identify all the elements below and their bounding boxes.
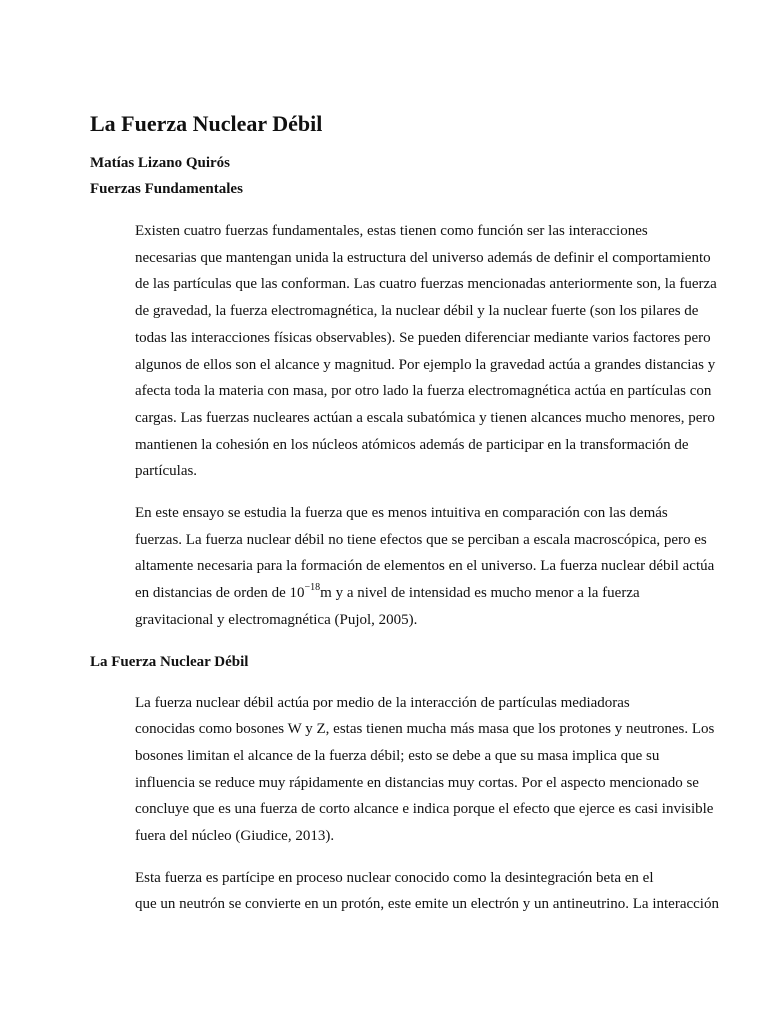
paragraph-line: de las partículas que las conforman. Las cuatro fuerzas mencionadas anteriormente son, la fuerza bbox=[135, 276, 717, 293]
paragraph-fuerzas-fundamentales bbox=[90, 218, 717, 485]
paragraph-line: concluye que es una fuerza de corto alcance e indica porque el efecto que ejerce es casi invisible bbox=[135, 801, 714, 818]
paragraph-line: algunos de ellos son el alcance y magnitud. Por ejemplo la gravedad actúa a grandes distancias y bbox=[135, 356, 716, 373]
paragraph-bosones bbox=[90, 690, 715, 850]
paragraph-line-with-exponent bbox=[90, 580, 680, 607]
paragraph-line: En este ensayo se estudia la fuerza que es menos intuitiva en comparación con las demás bbox=[135, 505, 668, 522]
paragraph-line: que un neutrón se convierte en un protón, este emite un electrón y un antineutrino. La interacción bbox=[135, 896, 719, 913]
paragraph-line: bosones limitan el alcance de la fuerza débil; esto se debe a que su masa implica que su bbox=[135, 747, 660, 764]
paragraph-ensayo bbox=[90, 500, 715, 634]
paragraph-line: influencia se reduce muy rápidamente en distancias muy cortas. Por el aspecto mencionado se bbox=[135, 774, 699, 791]
paragraph-line: necesarias que mantengan unida la estructura del universo además de definir el comportamiento bbox=[135, 249, 711, 266]
section-heading-fuerza-nuclear-debil: La Fuerza Nuclear Débil bbox=[90, 653, 249, 670]
paragraph-line: todas las interacciones físicas observables). Se pueden diferenciar mediante varios factores pero bbox=[135, 329, 711, 346]
paragraph-line: La fuerza nuclear débil actúa por medio de la interacción de partículas mediadoras bbox=[135, 694, 630, 711]
paragraph-line: gravitacional y electromagnética (Pujol, 2005). bbox=[135, 611, 418, 628]
paragraph-desintegracion-beta bbox=[90, 865, 719, 918]
paragraph-line: afecta toda la materia con masa, por otro lado la fuerza electromagnética actúa en partículas con bbox=[135, 383, 712, 400]
document-body bbox=[90, 108, 719, 933]
paragraph-line: cargas. Las fuerzas nucleares actúan a escala subatómica y tienen alcances mucho menores, pero bbox=[135, 409, 715, 426]
paragraph-line: conocidas como bosones W y Z, estas tienen mucha más masa que los protones y neutrones. Los bbox=[135, 721, 715, 738]
paragraph-line: mantienen la cohesión en los núcleos atómicos además de participar en la transformación de bbox=[135, 436, 689, 453]
paragraph-line: Esta fuerza es partícipe en proceso nuclear conocido como la desintegración beta en el bbox=[135, 869, 654, 886]
paragraph-line: altamente necesaria para la formación de elementos en el universo. La fuerza nuclear débil actúa bbox=[135, 558, 715, 575]
section-heading-fuerzas-fundamentales: Fuerzas Fundamentales bbox=[90, 181, 243, 197]
paragraph-line: fuerzas. La fuerza nuclear débil no tiene efectos que se perciban a escala macroscópica, pero es bbox=[135, 531, 707, 548]
distance-text: en distancias de orden de 10 bbox=[135, 585, 305, 602]
paragraph-line: de gravedad, la fuerza electromagnética, la nuclear débil y la nuclear fuerte (son los pilares de bbox=[135, 303, 699, 320]
paragraph-line: Existen cuatro fuerzas fundamentales, estas tienen como función ser las interacciones bbox=[135, 223, 648, 239]
paragraph-line: partículas. bbox=[135, 463, 198, 480]
document-title: La Fuerza Nuclear Débil bbox=[90, 111, 323, 136]
paragraph-line: fuera del núcleo (Giudice, 2013). bbox=[135, 828, 335, 845]
exponent-superscript: −18 bbox=[304, 582, 321, 594]
author-name: Matías Lizano Quirós bbox=[90, 155, 231, 171]
distance-text-continued: m y a nivel de intensidad es mucho menor a la fuerza bbox=[320, 585, 640, 602]
